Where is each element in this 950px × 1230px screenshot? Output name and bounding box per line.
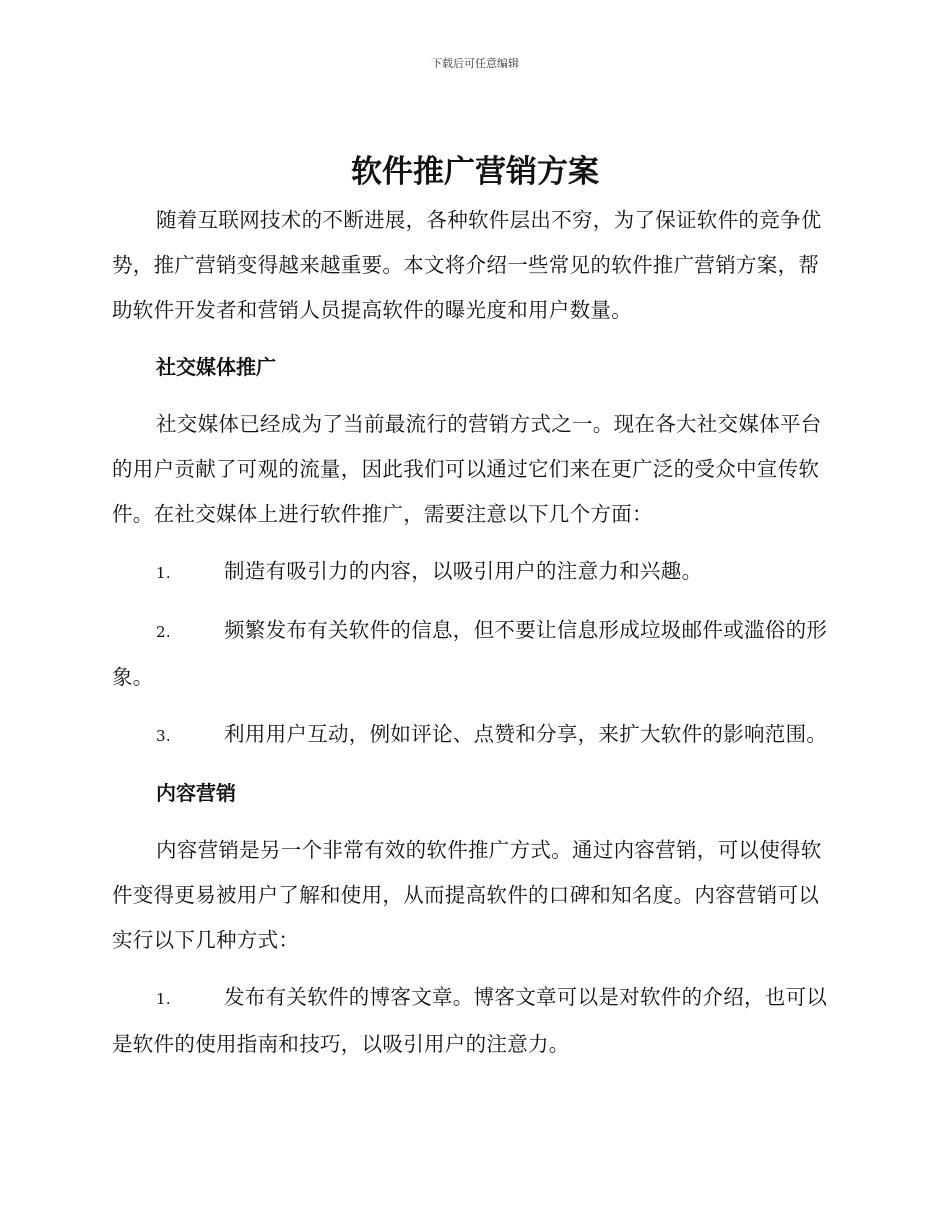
section-heading-content-marketing: 内容营销 — [156, 781, 236, 805]
list-item — [112, 549, 834, 596]
list-item — [112, 975, 834, 1067]
header-note: 下载后可任意编辑 — [431, 57, 519, 70]
list-text: 频繁发布有关软件的信息，但不要让信息形成垃圾邮件或滥俗的形象。 — [112, 618, 828, 689]
list-text: 发布有关软件的博客文章。博客文章可以是对软件的介绍，也可以是软件的使用指南和技巧，以吸引用户的注意力。 — [112, 985, 828, 1056]
section-heading-social-media: 社交媒体推广 — [156, 355, 276, 379]
list-number: 3. — [156, 727, 171, 745]
document-body — [112, 198, 834, 1067]
list-number: 1. — [156, 564, 171, 582]
list-number: 1. — [156, 990, 171, 1008]
social-media-paragraph: 社交媒体已经成为了当前最流行的营销方式之一。现在各大社交媒体平台的用户贡献了可观的流量，因此我们可以通过它们来在更广泛的受众中宣传软件。在社交媒体上进行软件推广，需要注意以下几个方面： — [112, 412, 822, 526]
document-title: 软件推广营销方案 — [351, 154, 599, 190]
list-item — [112, 608, 834, 700]
list-item — [112, 712, 834, 759]
list-number: 2. — [156, 623, 171, 641]
content-marketing-paragraph: 内容营销是另一个非常有效的软件推广方式。通过内容营销，可以使得软件变得更易被用户了解和使用，从而提高软件的口碑和知名度。内容营销可以实行以下几种方式： — [112, 838, 822, 952]
list-text: 利用用户互动，例如评论、点赞和分享，来扩大软件的影响范围。 — [224, 722, 828, 746]
list-text: 制造有吸引力的内容，以吸引用户的注意力和兴趣。 — [224, 559, 703, 583]
intro-paragraph: 随着互联网技术的不断进展，各种软件层出不穷，为了保证软件的竞争优势，推广营销变得越来越重要。本文将介绍一些常见的软件推广营销方案，帮助软件开发者和营销人员提高软件的曝光度和用户数量。 — [112, 208, 822, 322]
